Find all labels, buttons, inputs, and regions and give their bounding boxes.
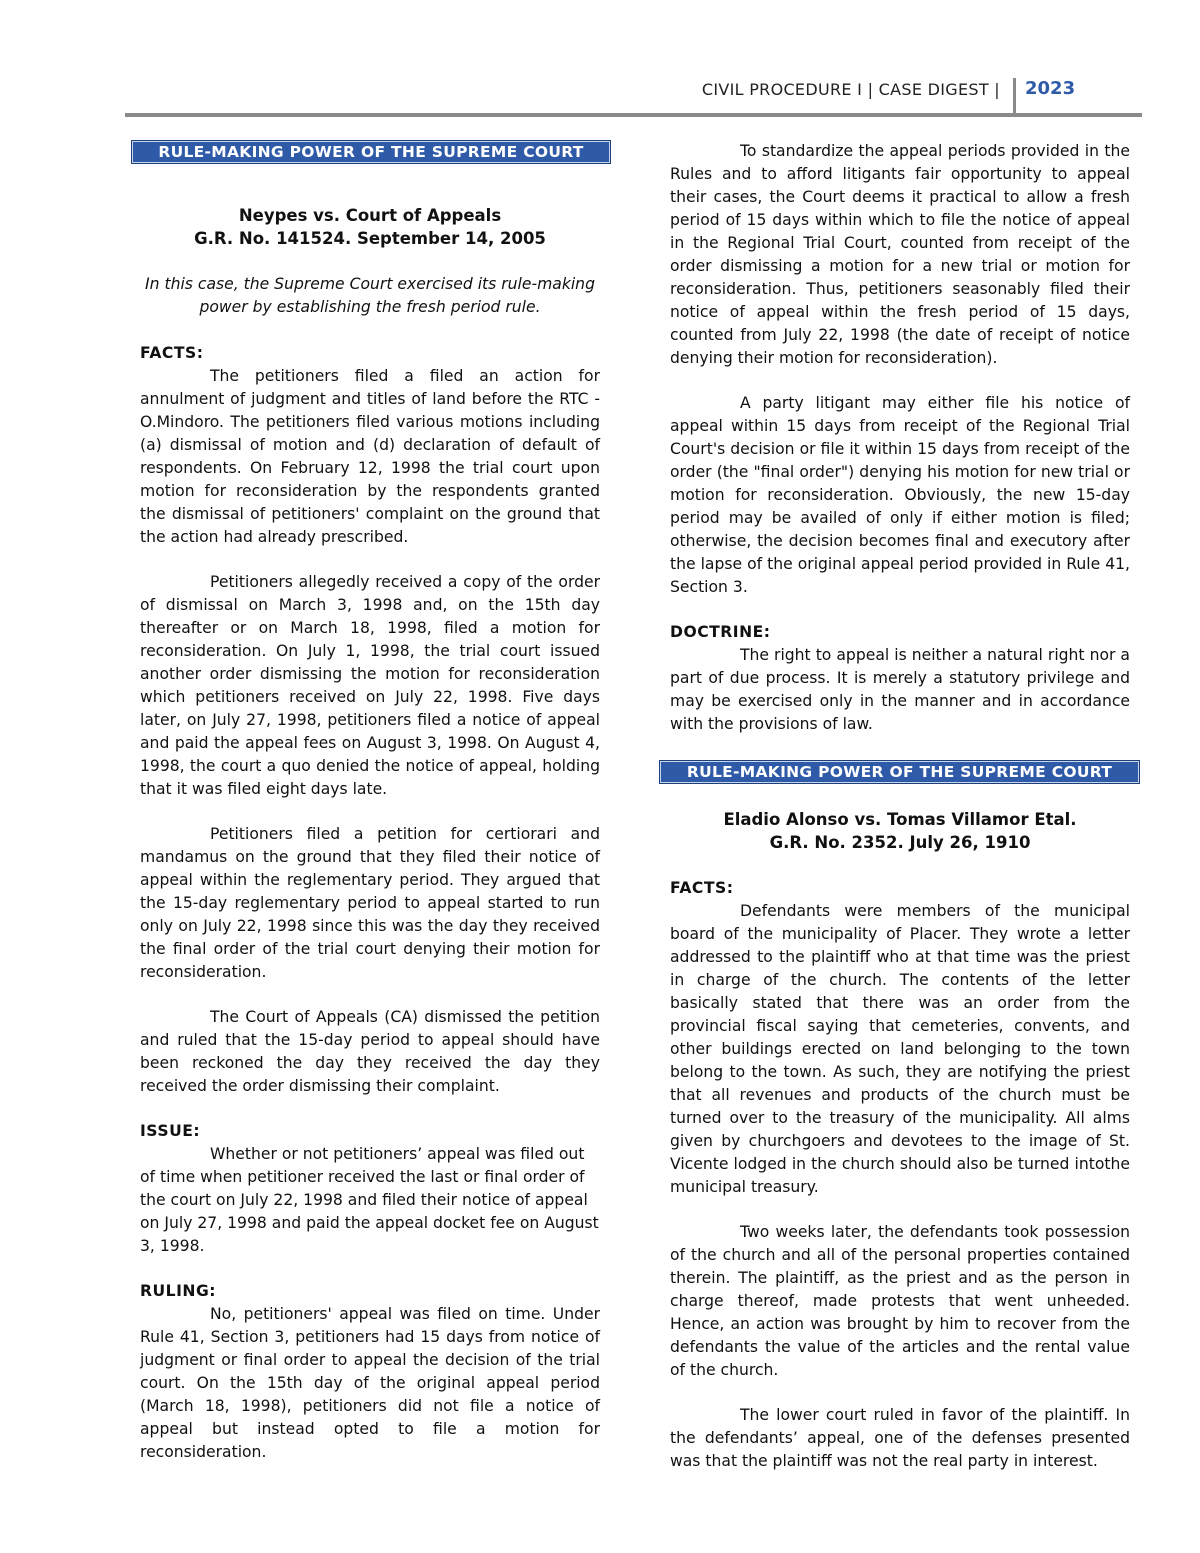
facts-paragraph: The lower court ruled in favor of the plaintiff. In the defendants’ appeal, one of the defenses presented was that the plaintiff was not the real party in interest.: [670, 1406, 1130, 1470]
right-column: [670, 140, 1130, 1473]
ruling-label: RULING:: [140, 1282, 216, 1300]
case-citation: G.R. No. 141524. September 14, 2005: [194, 229, 546, 248]
facts-paragraph: Two weeks later, the defendants took possession of the church and all of the personal properties contained therein. The plaintiff, as the priest and as the person in charge thereof, made protests that went unheeded. Hence, an action was brought by him to recover from the defendants the value of the articles and the rental value of the church.: [670, 1223, 1130, 1379]
section-banner: RULE-MAKING POWER OF THE SUPREME COURT: [131, 140, 611, 164]
facts-paragraph: Petitioners allegedly received a copy of the order of dismissal on March 3, 1998 and, on the 15th day thereafter or on March 18, 1998, filed a motion for reconsideration. On July 1, 1998, the trial court issued another order dismissing the motion for reconsideration which petitioners received on July 22, 1998. Five days later, on July 27, 1998, petitioners filed a notice of appeal and paid the appeal fees on August 3, 1998. On August 4, 1998, the court a quo denied the notice of appeal, holding that it was filed eight days late.: [140, 573, 600, 798]
page-header: [0, 78, 1200, 112]
doctrine-paragraph: The right to appeal is neither a natural right nor a part of due process. It is merely a statutory privilege and may be exercised only in the manner and in accordance with the provisions of law.: [670, 646, 1130, 733]
facts-paragraph: The petitioners filed a filed an action for annulment of judgment and titles of land before the RTC - O.Mindoro. The petitioners filed various motions including (a) dismissal of motion and (d) declaration of default of respondents. On February 12, 1998 the trial court upon motion for reconsideration by the respondents granted the dismissal of petitioners' complaint on the ground that the action had already prescribed.: [140, 367, 600, 546]
issue-label: ISSUE:: [140, 1122, 201, 1140]
facts-label: FACTS:: [670, 879, 734, 897]
case-title: Neypes vs. Court of Appeals: [238, 206, 502, 225]
section-banner: RULE-MAKING POWER OF THE SUPREME COURT: [659, 760, 1140, 784]
issue-paragraph: Whether or not petitioners’ appeal was filed out of time when petitioner received the last or final order of the court on July 22, 1998 and filed their notice of appeal on July 27, 1998 and paid the appeal docket fee on August 3, 1998.: [140, 1145, 599, 1255]
facts-paragraph: Defendants were members of the municipal board of the municipality of Placer. They wrote a letter addressed to the plaintiff who at that time was the priest in charge of the church. The contents of the letter basically stated that there was an order from the provincial fiscal saying that cemeteries, convents, and other buildings erected on land belonging to the town belong to the town. As such, they are notifying the priest that all revenues and products of the church must be turned over to the treasury of the municipality. All alms given by churchgoers and devotees to the image of St. Vicente lodged in the church should also be turned intothe municipal treasury.: [670, 902, 1130, 1196]
doctrine-label: DOCTRINE:: [670, 623, 771, 641]
ruling-paragraph: No, petitioners' appeal was filed on time. Under Rule 41, Section 3, petitioners had 15 days from notice of judgment or final order to appeal the decision of the trial court. On the 15th day of the original appeal period (March 18, 1998), petitioners did not file a notice of appeal but instead opted to file a motion for reconsideration.: [140, 1305, 600, 1461]
header-title: CIVIL PROCEDURE I | CASE DIGEST |: [701, 80, 1000, 99]
left-column: [140, 140, 600, 1464]
facts-paragraph: The Court of Appeals (CA) dismissed the petition and ruled that the 15-day period to appeal should have been reckoned the day they received the day they received the order dismissing their complaint.: [140, 1008, 600, 1095]
case-citation: G.R. No. 2352. July 26, 1910: [769, 833, 1031, 852]
facts-label: FACTS:: [140, 344, 204, 362]
case-intro: In this case, the Supreme Court exercised its rule-making power by establishing the fresh period rule.: [145, 275, 595, 316]
ruling-paragraph: A party litigant may either file his notice of appeal within 15 days from receipt of the Regional Trial Court's decision or file it within 15 days from receipt of the order (the "final order") denying his motion for new trial or motion for reconsideration. Obviously, the new 15-day period may be availed of only if either motion is filed; otherwise, the decision becomes final and executory after the lapse of the original appeal period provided in Rule 41, Section 3.: [670, 394, 1130, 596]
case-title: Eladio Alonso vs. Tomas Villamor Etal.: [723, 810, 1077, 829]
facts-paragraph: Petitioners filed a petition for certiorari and mandamus on the ground that they filed their notice of appeal within the reglementary period. They argued that the 15-day reglementary period to appeal started to run only on July 22, 1998 since this was the day they received the final order of the trial court denying their motion for reconsideration.: [140, 825, 600, 981]
header-rule: [125, 113, 1142, 117]
header-year: 2023: [1025, 78, 1076, 99]
ruling-paragraph: To standardize the appeal periods provided in the Rules and to afford litigants fair opportunity to appeal their cases, the Court deems it practical to allow a fresh period of 15 days within which to file the notice of appeal in the Regional Trial Court, counted from receipt of the order dismissing a motion for a new trial or motion for reconsideration. Thus, petitioners seasonably filed their notice of appeal within the fresh period of 15 days, counted from July 22, 1998 (the date of receipt of notice denying their motion for reconsideration).: [670, 142, 1130, 367]
header-separator: [1013, 78, 1016, 114]
